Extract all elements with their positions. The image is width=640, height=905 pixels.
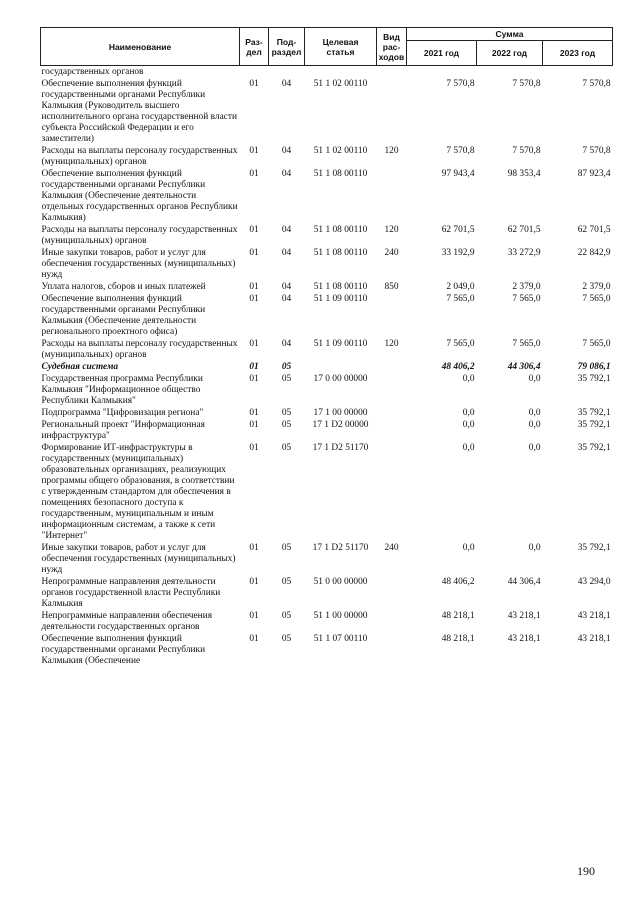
row-podrazdel: 05 xyxy=(281,374,292,384)
header-name: Наименование xyxy=(41,28,240,66)
row-sum-2021: 48 406,2 xyxy=(441,577,475,587)
row-podrazdel: 04 xyxy=(281,282,292,292)
table-row xyxy=(41,338,613,361)
row-sum-2023: 79 086,1 xyxy=(577,362,611,372)
row-sum-2022: 2 379,0 xyxy=(512,282,541,292)
row-podrazdel: 05 xyxy=(281,408,292,418)
row-sum-2022: 43 218,1 xyxy=(507,611,541,621)
table-row xyxy=(41,224,613,247)
row-target-article: 17 0 00 00000 xyxy=(313,374,368,384)
row-expense-type xyxy=(377,373,407,407)
row-sum-2021: 7 570,8 xyxy=(446,79,475,89)
row-sum-2023: 22 842,9 xyxy=(577,248,611,258)
row-podrazdel: 04 xyxy=(281,79,292,89)
row-sum-2023: 35 792,1 xyxy=(577,420,611,430)
row-razdel: 01 xyxy=(249,408,259,418)
row-target-article: 51 1 08 00110 xyxy=(313,248,368,258)
table-row xyxy=(41,281,613,293)
table-row xyxy=(41,361,613,373)
header-expense-type: Вид рас- ходов xyxy=(377,28,407,66)
row-target-article xyxy=(305,66,377,79)
page-number: 190 xyxy=(577,864,595,878)
row-expense-type xyxy=(377,576,407,610)
row-name: государственных органов xyxy=(41,67,144,77)
row-name: Обеспечение выполнения функций государственными органами Республики Калмыкия (Обеспечение деятельности отдельных государственных органов Республики Калмыкия) xyxy=(41,169,238,223)
table-row xyxy=(41,66,613,79)
row-sum-2023: 35 792,1 xyxy=(577,443,611,453)
row-sum-2021: 0,0 xyxy=(462,408,475,418)
row-target-article: 17 1 D2 51170 xyxy=(312,543,369,553)
row-name: Непрограммные направления обеспечения деятельности государственных органов xyxy=(41,611,213,632)
table-body xyxy=(41,66,613,668)
header-year-2022: 2022 год xyxy=(477,41,543,66)
row-razdel: 01 xyxy=(249,225,259,235)
row-sum-2023: 35 792,1 xyxy=(577,374,611,384)
header-target-article: Целевая статья xyxy=(305,28,377,66)
row-sum-2022: 43 218,1 xyxy=(507,634,541,644)
row-razdel: 01 xyxy=(249,362,259,372)
row-sum-2023: 62 701,5 xyxy=(577,225,611,235)
row-sum-2021: 0,0 xyxy=(462,443,475,453)
row-sum-2023: 7 570,8 xyxy=(582,79,611,89)
header-razdel: Раз- дел xyxy=(240,28,269,66)
table-row xyxy=(41,542,613,576)
row-podrazdel: 04 xyxy=(281,146,292,156)
row-sum-2021: 0,0 xyxy=(462,420,475,430)
row-podrazdel: 05 xyxy=(281,420,292,430)
row-sum-2023: 7 565,0 xyxy=(582,294,611,304)
row-name: Иные закупки товаров, работ и услуг для обеспечения государственных (муниципальных) нужд xyxy=(41,248,236,280)
row-podrazdel: 05 xyxy=(281,443,292,453)
row-podrazdel: 05 xyxy=(281,634,292,644)
row-expense-type: 240 xyxy=(384,543,399,553)
row-expense-type xyxy=(377,66,407,79)
row-sum-2023: 7 570,8 xyxy=(582,146,611,156)
table-row xyxy=(41,442,613,542)
row-podrazdel: 04 xyxy=(281,294,292,304)
row-sum-2022: 62 701,5 xyxy=(507,225,541,235)
row-sum-2022: 0,0 xyxy=(528,374,541,384)
row-sum-2022: 0,0 xyxy=(528,420,541,430)
row-target-article: 17 1 00 00000 xyxy=(313,408,368,418)
row-name: Судебная система xyxy=(41,362,119,372)
row-sum-2021: 7 565,0 xyxy=(446,339,475,349)
row-sum-2023: 87 923,4 xyxy=(577,169,611,179)
budget-table xyxy=(40,27,613,667)
row-razdel: 01 xyxy=(249,611,259,621)
row-razdel: 01 xyxy=(249,374,259,384)
row-sum-2022: 0,0 xyxy=(528,543,541,553)
row-sum-2023: 35 792,1 xyxy=(577,543,611,553)
row-sum-2021: 48 218,1 xyxy=(441,634,475,644)
row-sum-2022: 33 272,9 xyxy=(507,248,541,258)
row-sum-2021: 97 943,4 xyxy=(441,169,475,179)
row-razdel: 01 xyxy=(249,248,259,258)
header-sum: Сумма xyxy=(407,28,613,41)
table-row xyxy=(41,145,613,168)
row-target-article: 51 1 02 00110 xyxy=(313,79,368,89)
row-target-article: 51 1 07 00110 xyxy=(313,634,368,644)
row-expense-type xyxy=(377,293,407,338)
row-sum-2021: 7 570,8 xyxy=(446,146,475,156)
row-razdel: 01 xyxy=(249,634,259,644)
table-row xyxy=(41,633,613,667)
row-sum-2021: 48 406,2 xyxy=(441,362,475,372)
header-year-2023: 2023 год xyxy=(543,41,613,66)
row-expense-type: 240 xyxy=(384,248,399,258)
row-sum-2022: 0,0 xyxy=(528,408,541,418)
row-expense-type xyxy=(377,419,407,442)
row-razdel: 01 xyxy=(249,294,259,304)
row-sum-2023 xyxy=(543,66,613,79)
row-target-article: 17 1 D2 00000 xyxy=(312,420,369,430)
row-sum-2021: 7 565,0 xyxy=(446,294,475,304)
row-name: Государственная программа Республики Калмыкия "Информационное общество Республики Калмыкия" xyxy=(41,374,203,406)
row-sum-2021: 48 218,1 xyxy=(441,611,475,621)
row-podrazdel: 04 xyxy=(281,225,292,235)
row-sum-2022: 44 306,4 xyxy=(507,577,541,587)
row-target-article: 51 1 09 00110 xyxy=(313,339,368,349)
row-sum-2021: 33 192,9 xyxy=(441,248,475,258)
table-header xyxy=(41,28,613,66)
row-target-article: 51 1 08 00110 xyxy=(313,282,368,292)
row-name: Расходы на выплаты персоналу государственных (муниципальных) органов xyxy=(41,146,238,167)
row-razdel: 01 xyxy=(249,282,259,292)
table-row xyxy=(41,168,613,224)
row-sum-2023: 7 565,0 xyxy=(582,339,611,349)
row-name: Уплата налогов, сборов и иных платежей xyxy=(41,282,206,292)
row-sum-2022: 7 570,8 xyxy=(512,79,541,89)
row-sum-2023: 43 218,1 xyxy=(577,611,611,621)
row-sum-2021: 0,0 xyxy=(462,543,475,553)
row-target-article: 51 0 00 00000 xyxy=(313,577,368,587)
table-row xyxy=(41,247,613,281)
row-target-article: 51 1 08 00110 xyxy=(313,225,368,235)
row-name: Обеспечение выполнения функций государственными органами Республики Калмыкия (Обеспечение деятельности регионального проектного офиса) xyxy=(41,294,206,337)
row-target-article: 51 1 08 00110 xyxy=(313,169,368,179)
row-name: Расходы на выплаты персоналу государственных (муниципальных) органов xyxy=(41,339,238,360)
row-target-article: 51 1 00 00000 xyxy=(313,611,368,621)
row-name: Подпрограмма "Цифровизация региона" xyxy=(41,408,204,418)
row-expense-type xyxy=(377,407,407,419)
row-target-article: 51 1 09 00110 xyxy=(313,294,368,304)
row-expense-type: 120 xyxy=(384,339,399,349)
table-row xyxy=(41,576,613,610)
row-podrazdel: 04 xyxy=(281,169,292,179)
table-row xyxy=(41,373,613,407)
row-sum-2022: 44 306,4 xyxy=(507,362,541,372)
row-name: Формирование ИТ-инфраструктуры в государственных (муниципальных) образовательных организациях, реализующих программы общего образования, в соответствии с утвержденным стандартом для обеспечения в помещениях безопасного доступа к государственным, муниципальным и иным информационным системам, а также к сети "Интернет" xyxy=(41,443,235,541)
row-razdel: 01 xyxy=(249,79,259,89)
row-podrazdel: 04 xyxy=(281,339,292,349)
row-sum-2022: 7 570,8 xyxy=(512,146,541,156)
row-podrazdel: 04 xyxy=(281,248,292,258)
row-sum-2022 xyxy=(477,66,543,79)
row-podrazdel: 05 xyxy=(281,577,292,587)
row-sum-2023: 35 792,1 xyxy=(577,408,611,418)
row-target-article: 51 1 02 00110 xyxy=(313,146,368,156)
row-name: Обеспечение выполнения функций государственными органами Республики Калмыкия (Обеспечение xyxy=(41,634,206,666)
row-expense-type: 120 xyxy=(384,225,399,235)
row-expense-type xyxy=(377,78,407,145)
row-sum-2021: 2 049,0 xyxy=(446,282,475,292)
row-name: Непрограммные направления деятельности органов государственной власти Республики Калмыкия xyxy=(41,577,221,609)
row-razdel: 01 xyxy=(249,420,259,430)
row-name: Региональный проект "Информационная инфраструктура" xyxy=(41,420,205,441)
row-target-article xyxy=(305,361,377,373)
table-row xyxy=(41,293,613,338)
row-name: Иные закупки товаров, работ и услуг для обеспечения государственных (муниципальных) нужд xyxy=(41,543,236,575)
table-row xyxy=(41,407,613,419)
table-row xyxy=(41,78,613,145)
row-expense-type xyxy=(377,633,407,667)
header-podrazdel: Под- раздел xyxy=(269,28,305,66)
row-razdel: 01 xyxy=(249,146,259,156)
row-razdel xyxy=(240,66,269,79)
table-row xyxy=(41,419,613,442)
row-razdel: 01 xyxy=(249,169,259,179)
row-podrazdel xyxy=(269,66,305,79)
row-sum-2023: 2 379,0 xyxy=(582,282,611,292)
header-year-2021: 2021 год xyxy=(407,41,477,66)
row-sum-2021 xyxy=(407,66,477,79)
row-sum-2022: 0,0 xyxy=(528,443,541,453)
row-podrazdel: 05 xyxy=(281,543,292,553)
row-podrazdel: 05 xyxy=(281,611,292,621)
row-razdel: 01 xyxy=(249,339,259,349)
row-sum-2023: 43 294,0 xyxy=(577,577,611,587)
row-sum-2022: 98 353,4 xyxy=(507,169,541,179)
row-target-article: 17 1 D2 51170 xyxy=(312,443,369,453)
row-expense-type xyxy=(377,168,407,224)
row-expense-type xyxy=(377,610,407,633)
row-expense-type xyxy=(377,442,407,542)
row-sum-2023: 43 218,1 xyxy=(577,634,611,644)
row-razdel: 01 xyxy=(249,443,259,453)
row-name: Обеспечение выполнения функций государственными органами Республики Калмыкия (Руководитель высшего исполнительного органа государственной власти субъекта Российской Федерации и его заместители) xyxy=(41,79,238,144)
row-expense-type: 120 xyxy=(384,146,399,156)
row-sum-2021: 0,0 xyxy=(462,374,475,384)
row-razdel: 01 xyxy=(249,577,259,587)
row-razdel: 01 xyxy=(249,543,259,553)
row-sum-2022: 7 565,0 xyxy=(512,294,541,304)
row-expense-type xyxy=(377,361,407,373)
row-sum-2022: 7 565,0 xyxy=(512,339,541,349)
row-sum-2021: 62 701,5 xyxy=(441,225,475,235)
row-expense-type: 850 xyxy=(384,282,399,292)
row-name: Расходы на выплаты персоналу государственных (муниципальных) органов xyxy=(41,225,238,246)
row-podrazdel: 05 xyxy=(281,362,292,372)
table-row xyxy=(41,610,613,633)
